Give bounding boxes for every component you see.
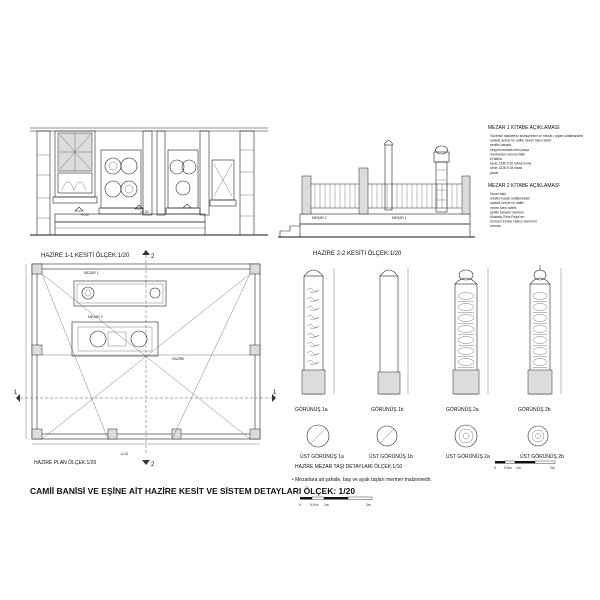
mezar2-line-6: Zevcesi Emine Hatice Hanım'ın bbox=[490, 219, 538, 224]
view-1a-label: GÖRÜNÜŞ 1a bbox=[295, 407, 328, 413]
svg-text:MEZAR 2: MEZAR 2 bbox=[88, 315, 103, 319]
section-marker-1-left: 1 bbox=[14, 390, 18, 396]
ornament-band bbox=[533, 315, 547, 322]
mezar1-line-1: sadeat üzerel ve nafile nezen tabu rahmi bbox=[490, 138, 552, 143]
ornament-band bbox=[458, 359, 474, 366]
main-scale-2: 1m bbox=[324, 503, 329, 507]
section-1-1-title: HAZİRE 1-1 KESİTİ ÖLÇEK:1/20 bbox=[41, 253, 130, 259]
ornament-band bbox=[458, 348, 474, 355]
ornament-band bbox=[458, 326, 474, 333]
section-marker-2-bottom: 2 bbox=[151, 462, 155, 468]
sheet-title: CAMİİ BANİSİ VE EŞİNE AİT HAZİRE KESİT VE SİSTEM DETAYLARI ÖLÇEK: 1/20 bbox=[30, 486, 356, 496]
ornament-band bbox=[458, 315, 474, 322]
detail-scale-3: 2m bbox=[550, 466, 555, 470]
ornament-band bbox=[533, 348, 547, 355]
top-view-1b-label: ÜST GÖRÜNÜŞ 1b bbox=[369, 454, 413, 460]
mezar1-line-8: pazar bbox=[490, 170, 499, 175]
plan-drawing bbox=[16, 250, 276, 465]
svg-text:±0.00: ±0.00 bbox=[140, 210, 149, 214]
top-view-1a-label: ÜST GÖRÜNÜŞ 1a bbox=[300, 454, 344, 460]
inscription-block bbox=[488, 124, 583, 228]
calligraphy-stroke bbox=[307, 334, 319, 338]
top-view-2b-label: ÜST GÖRÜNÜŞ 2b bbox=[520, 454, 564, 460]
mezar1-line-5: el fatiha bbox=[490, 157, 502, 161]
ornament-band bbox=[533, 304, 547, 311]
stone-details-title: HAZİRE MEZAR TAŞI DETAYLARI ÖLÇEK:1/10 bbox=[295, 464, 403, 470]
stone-elevations bbox=[302, 265, 561, 394]
mezar1-line-6: sene 1336 fi 30 rebiul evvel bbox=[490, 161, 532, 166]
ornament-band bbox=[458, 337, 474, 344]
mezar1-line-0: Vüzemiz sakiyemiz sezişçekten ve mezâr-ı siyan sülalesinden bbox=[490, 134, 584, 138]
ornament-band bbox=[533, 359, 547, 366]
mezar1-line-3: seyyid mustafa zihni paşa bbox=[490, 147, 529, 152]
mezar1-heading: MEZAR 1 KİTABE AÇIKLAMASI bbox=[488, 125, 560, 131]
calligraphy-stroke bbox=[307, 316, 319, 320]
mezar2-line-3: nezen tabu rahmi bbox=[490, 205, 517, 210]
mezar1-line-7: sene 1328 fi 18 nisan bbox=[490, 166, 523, 171]
mezar2-line-5: Mustafa Zihni Paşa'nın bbox=[490, 215, 525, 219]
mezar2-line-0: Huvel baki bbox=[490, 192, 506, 196]
calligraphy-stroke bbox=[307, 307, 319, 311]
svg-text:MEZAR 1: MEZAR 1 bbox=[392, 216, 407, 220]
ornament-band bbox=[458, 304, 474, 311]
calligraphy-stroke bbox=[307, 298, 319, 302]
svg-text:MEZAR 2: MEZAR 2 bbox=[312, 216, 327, 220]
svg-text:+0.40: +0.40 bbox=[80, 213, 89, 217]
main-scale-1: 0.5 m bbox=[310, 503, 319, 507]
mezar2-line-2: sadeat üzerel ve nafile bbox=[490, 201, 524, 206]
view-1b-label: GÖRÜNÜŞ 1b bbox=[371, 407, 404, 413]
mezar2-line-1: mevlevi siyan sülalesinden bbox=[490, 196, 531, 201]
ornament-band bbox=[533, 326, 547, 333]
detail-scale-1: 0.5m bbox=[504, 466, 512, 470]
mezar2-line-7: ruhuna bbox=[490, 224, 501, 229]
svg-text:MEZAR 1: MEZAR 1 bbox=[84, 271, 99, 275]
ornament-band bbox=[533, 337, 547, 344]
mezar1-line-2: şerifini baradır bbox=[490, 143, 512, 148]
section-marker-2-top: 2 bbox=[151, 254, 155, 260]
section-1-1-drawing bbox=[30, 128, 268, 235]
top-views bbox=[307, 425, 548, 447]
mezar2-line-4: şerifin baradır merhum bbox=[490, 210, 525, 215]
view-2b-label: GÖRÜNÜŞ 2b bbox=[518, 407, 551, 413]
calligraphy-stroke bbox=[307, 352, 319, 356]
mezar2-heading: MEZAR 2 KİTABE AÇIKLAMASI bbox=[488, 183, 560, 189]
detail-scale-bar bbox=[494, 461, 555, 470]
ornament-band bbox=[458, 293, 474, 300]
main-scale-0: 0 bbox=[299, 503, 301, 507]
main-scale-bar bbox=[299, 497, 372, 507]
calligraphy-stroke bbox=[307, 325, 319, 329]
main-scale-3: 2m bbox=[366, 503, 371, 507]
mezar1-line-4: merhumun ruhuna fatih bbox=[490, 152, 526, 157]
view-2a-label: GÖRÜNÜŞ 2a bbox=[446, 407, 479, 413]
svg-text:HAZİRE: HAZİRE bbox=[172, 357, 185, 361]
detail-scale-0: 0 bbox=[494, 466, 496, 470]
plan-title: HAZİRE PLAN ÖLÇEK:1/20 bbox=[34, 460, 97, 466]
section-2-2-title: HAZİRE 2-2 KESİTİ ÖLÇEK:1/20 bbox=[313, 251, 402, 257]
calligraphy-stroke bbox=[307, 361, 319, 365]
section-2-2-drawing bbox=[278, 141, 475, 238]
section-marker-1-right: 1 bbox=[273, 390, 277, 396]
top-view-2a-label: ÜST GÖRÜNÜŞ 2a bbox=[446, 454, 490, 460]
detail-scale-2: 1m bbox=[516, 466, 521, 470]
ornament-band bbox=[533, 293, 547, 300]
svg-text:-0.15: -0.15 bbox=[120, 452, 128, 456]
material-note: • Mezarlara ait şahide, baş ve ayak taşları mermer malzemedir. bbox=[292, 477, 432, 483]
calligraphy-stroke bbox=[307, 343, 319, 347]
calligraphy-stroke bbox=[307, 289, 319, 293]
